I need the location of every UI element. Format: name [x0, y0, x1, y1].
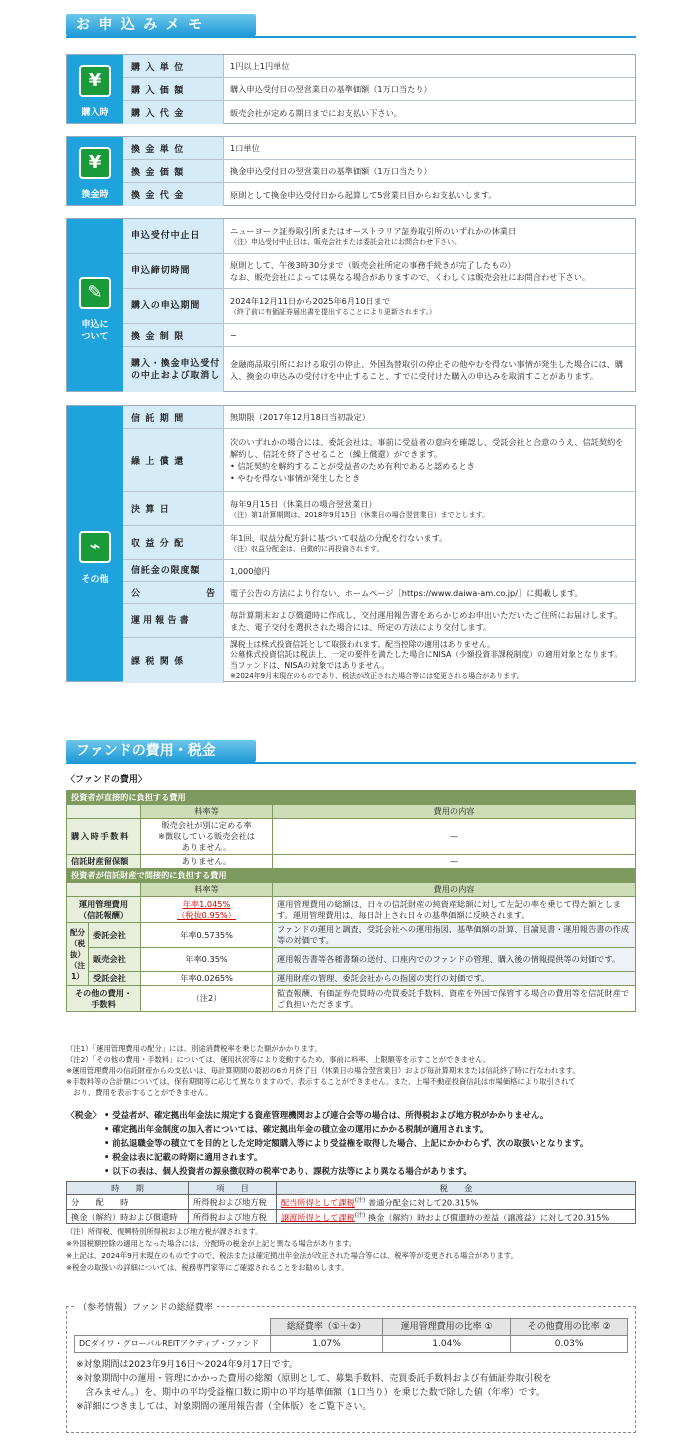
fees-title: ファンドの費用・税金 — [66, 740, 256, 762]
notice-row: 公 告 電子公告の方法により行ない、ホームページ［https://www.daiwa-am.co.jp/］に掲載します。 — [123, 582, 635, 604]
apply-limit-row: 換金制限 − — [123, 324, 635, 347]
distribution-row: 収益分配 年1回、収益分配方針に基づいて収益の分配を行ないます。 （注）収益分配金は、自動的に再投資されます。 — [123, 526, 635, 560]
fees-subtitle: 〈ファンドの費用〉 — [66, 775, 147, 785]
apply-block — [66, 218, 636, 392]
ref-table: 総経費率（①＋②） 運用管理費用の比率 ① その他費用の比率 ② DCダイワ・グローバルREITアクティブ・ファンド 1.07% 1.04% 0.03% — [74, 1318, 628, 1353]
tax-bullets: • 受益者が、確定拠出年金法に規定する資産管理機関および連合会等の場合は、所得税および地方税がかかりません。 • 確定拠出年金制度の加入者については、確定拠出年金の積立金の運用にかかる税制が適用されます。 • 前払退職金等の積立てを目的とした定時定額購入等により受益権を取得した場合、上記にかかわらず、次の取扱いとなります。 • 税金は表に記載の時期に適用されます。 • 以下の表は、個人投資者の源泉徴収時の税率であり、課税方法等により異なる場合があります。 — [104, 1110, 589, 1176]
apply-period-row: 購入の申込期間 2024年12月11日から2025年6月10日まで （終了前に有価証券届出書を提出することにより更新されます。） — [123, 289, 635, 324]
redeem-block — [66, 136, 636, 206]
apply-cancel-row: 購入・換金申込受付 の中止および取消し 金融商品取引所における取引の停止、外国為替取引の停止その他やむを得ない事情が発生した場合には、購入、換金の申込みの受付けを中止すること、すでに受付けた購入の申込みを取消すことがあります。 — [123, 347, 635, 392]
pen-icon: ✎ — [79, 277, 111, 309]
purchase-price-row: 購入価額 購入申込受付日の翌営業日の基準価額（1万口当たり） — [123, 78, 635, 101]
tax-row: 課税関係 課税上は株式投資信託として取扱われます。配当控除の適用はありません。 公募株式投資信託は税法上、一定の要件を満たした場合にNISA（少額投資非課税制度）の適用対象となります。 当ファンドは、NISAの対象ではありません。 ※2024年9月末現在のものであり、税法が改正された場合等には変更される場合があります。 — [123, 638, 635, 683]
tax-label: 〈税金〉 — [66, 1111, 102, 1121]
trust-period-row: 信託期間 無期限（2017年12月18日当初設定） — [123, 406, 635, 429]
report-row: 運用報告書 毎計算期末および償還時に作成し、交付運用報告書をあらかじめお申出いただいたご住所にお届けします。また、電子交付を選択された場合には、所定の方法により交付します。 — [123, 604, 635, 638]
apply-side: ✎ 申込に ついて — [67, 219, 123, 391]
apply-stop-row: 申込受付中止日 ニューヨーク証券取引所またはオーストラリア証券取引所のいずれかの休業日 （注）申込受付中止日は、販売会社または委託会社にお問合わせ下さい。 — [123, 219, 635, 254]
fee-notes: （注1）「運用管理費用の配分」には、別途消費税率を乗じた額がかかります。 （注2）「その他の費用・手数料」については、運用状況等により変動するため、事前に料率、上限額等を示すことができません。 ※運用管理費用の信託財産からの支払いは、毎計算期間の最初の6カ月終了日（休業日の場合翌営業日）および毎計算期末または信託終了時に行なわれます。 ※手数料等の合計額については、保有期間等に応じて異なりますので、表示することができません。また、上場不動産投資信託は市場価格により取引されて おり、費用を表示することができません。 — [66, 1044, 580, 1097]
purchase-side: ¥ 購入時 — [67, 55, 123, 123]
ref-title: （参考情報）ファンドの総経費率 — [74, 1300, 217, 1313]
tax-notes: （注）所得税、復興特別所得税および地方税が課されます。 ※外国税額控除の適用となった場合には、分配時の税金が上記と異なる場合があります。 ※上記は、2024年9月末現在のものですので、税法または確定拠出年金法が改正された場合等には、税率等が変更される場合があります。 ※税金の取扱いの詳細については、税務専門家等にご確認されることをお勧めします。 — [66, 1227, 518, 1272]
apply-deadline-row: 申込締切時間 原則として、午後3時30分まで（販売会社所定の事務手続きが完了したもの） なお、販売会社によっては異なる場合がありますので、くわしくは販売会社にお問合わせ下さい。 — [123, 254, 635, 289]
purchase-block — [66, 54, 636, 124]
redeem-unit-row: 換金単位 1口単位 — [123, 137, 635, 160]
paperclip-icon: ⌁ — [79, 531, 111, 563]
yen-hand-icon: ¥ — [79, 65, 111, 97]
purchase-payment-row: 購入代金 販売会社が定める期日までにお支払い下さい。 — [123, 101, 635, 124]
redeem-payment-row: 換金代金 原則として換金申込受付日から起算して5営業日目からお支払いします。 — [123, 183, 635, 206]
redeem-side: ¥ 換金時 — [67, 137, 123, 205]
tax-table: 時 期 項 目 税 金 分 配 時 所得税および地方税 配当所得として課税$^{(注)}$ 普通分配金に対して20.315% 換金（解約）時および償還時 所得税および地方税 譲渡所得として課税$^{(注)}$ 換金（解約）時および償還時の差益（譲渡益）に対して20.315% — [66, 1181, 636, 1224]
yen-hand-icon: ¥ — [79, 147, 111, 179]
limit-row: 信託金の限度額 1,000億円 — [123, 560, 635, 582]
memo-title: お申込みメモ — [66, 14, 256, 36]
purchase-unit-row: 購入単位 1円以上1円単位 — [123, 55, 635, 78]
settlement-row: 決算日 毎年9月15日（休業日の場合翌営業日） （注）第1計算期間は、2018年9月15日（休業日の場合翌営業日）までとします。 — [123, 492, 635, 526]
fee-table: 投資者が直接的に負担する費用 料率等 費用の内容 購入時手数料 販売会社が別に定める率 ※徴収している販売会社は ありません。 — 信託財産留保額 ありません。 — 投資者が信託財産で間接的に負担する費用 料率等 費用の内容 運用管理費用 （信託報酬） 年率1.045% （税抜0.95%） 運用管理費用の総額は、日々の信託財産の純資産総額に対して左記の率を乗じて得た額とします。運用管理費用は、毎日計上され日々の基準価額に反映されます。 配分 （税抜） （注1） 委託会社 年率0.5735% ファンドの運用と調査、受託会社への運用指図、基準価額の計算、目論見書・運用報告書の作成等の対価です。 販売会社 年率0.35% 運用報告書等各種書類の送付、口座内でのファンドの管理、購入後の情報提供等の対価です。 受託会社 年率0.0265% 運用財産の管理、委託会社からの指図の実行の対価です。 その他の費用・ 手数料 （注2） 監査報酬、有価証券売買時の売買委託手数料、資産を外国で保管する場合の費用等を信託財産でご負担いただきます。 — [66, 790, 636, 1012]
early-redemption-row: 繰上償還 次のいずれかの場合には、委託会社は、事前に受益者の意向を確認し、受託会社と合意のうえ、信託契約を解約し、信託を終了させること（繰上償還）ができます。 • 信託契約を解約することが受益者のため有利であると認めるとき • やむを得ない事情が発生したとき — [123, 429, 635, 492]
redeem-price-row: 換金価額 換金申込受付日の翌営業日の基準価額（1万口当たり） — [123, 160, 635, 183]
other-side: ⌁ その他 — [67, 406, 123, 681]
ref-notes: ※対象期間は2023年9月16日〜2024年9月17日です。 ※対象期間中の運用・管理にかかった費用の総額（原則として、募集手数料、売買委託手数料および有価証券取引税を 含みません。）を、期中の平均受益権口数に期中の平均基準価額（1口当り）を乗じた数で除した値（年率）です。 ※詳細につきましては、対象期間の運用報告書（全体版）をご覧下さい。 — [76, 1360, 552, 1412]
other-block — [66, 405, 636, 682]
